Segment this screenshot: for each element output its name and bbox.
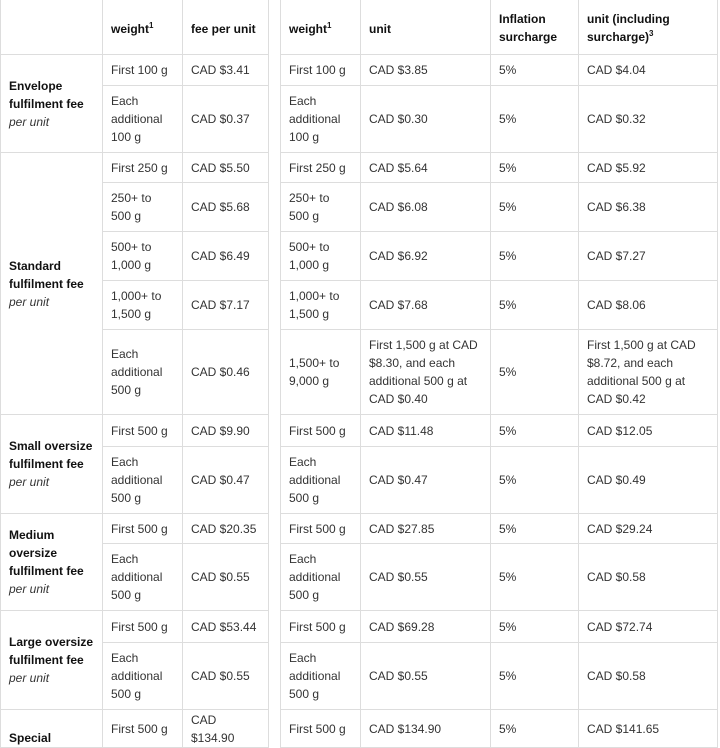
table-row: [1, 183, 718, 232]
size-tier-name: Large oversize fulfilment fee: [9, 635, 94, 667]
size-tier-per-unit: per unit: [9, 671, 50, 685]
unit-fee-cell: CAD $0.30: [361, 86, 491, 153]
fee-per-unit-cell: CAD $134.90: [183, 710, 269, 748]
header-fee-per-unit: fee per unit: [183, 0, 269, 55]
weight-new-cell: Each additional 500 g: [281, 643, 361, 710]
fee-per-unit-cell: CAD $5.68: [183, 183, 269, 232]
unit-fee-cell: CAD $11.48: [361, 415, 491, 447]
inflation-surcharge-cell: 5%: [491, 153, 579, 183]
unit-fee-cell: CAD $5.64: [361, 153, 491, 183]
inflation-surcharge-cell: 5%: [491, 232, 579, 281]
weight-cell: 500+ to 1,000 g: [103, 232, 183, 281]
unit-fee-cell: CAD $0.55: [361, 544, 491, 611]
size-tier-name: Standard fulfilment fee: [9, 258, 84, 291]
fee-per-unit-cell: CAD $0.37: [183, 86, 269, 153]
size-tier-name: Small oversize fulfilment fee: [9, 439, 93, 471]
weight-new-cell: Each additional 500 g: [281, 544, 361, 611]
table-row: [1, 281, 718, 330]
size-tier-cell: [1, 153, 103, 415]
weight-new-cell: 250+ to 500 g: [281, 183, 361, 232]
weight-cell: First 500 g: [103, 710, 183, 748]
header-unit: unit: [361, 0, 491, 55]
size-tier-cell: [1, 55, 103, 153]
size-tier-per-unit: per unit: [9, 114, 50, 129]
unit-fee-cell: CAD $6.92: [361, 232, 491, 281]
fee-table-body: [1, 55, 718, 748]
weight-new-cell: 1,000+ to 1,500 g: [281, 281, 361, 330]
weight-new-cell: First 100 g: [281, 55, 361, 86]
size-tier-name: Special: [9, 731, 52, 745]
unit-including-surcharge-cell: CAD $72.74: [579, 611, 718, 643]
table-row: [1, 447, 718, 514]
unit-fee-cell: CAD $134.90: [361, 710, 491, 748]
fee-per-unit-cell: CAD $0.55: [183, 544, 269, 611]
inflation-surcharge-cell: 5%: [491, 447, 579, 514]
fee-per-unit-cell: CAD $0.47: [183, 447, 269, 514]
fee-per-unit-cell: CAD $5.50: [183, 153, 269, 183]
column-gap: [269, 86, 281, 153]
size-tier-per-unit: per unit: [9, 294, 50, 309]
weight-new-cell: First 500 g: [281, 415, 361, 447]
weight-cell: Each additional 100 g: [103, 86, 183, 153]
unit-including-surcharge-cell: CAD $141.65: [579, 710, 718, 748]
header-row: [1, 0, 718, 55]
fee-per-unit-cell: CAD $0.46: [183, 330, 269, 415]
weight-cell: Each additional 500 g: [103, 447, 183, 514]
inflation-surcharge-cell: 5%: [491, 330, 579, 415]
column-gap: [269, 544, 281, 611]
column-gap: [269, 330, 281, 415]
unit-including-surcharge-cell: CAD $6.38: [579, 183, 718, 232]
unit-including-surcharge-cell: CAD $4.04: [579, 55, 718, 86]
inflation-surcharge-cell: 5%: [491, 55, 579, 86]
fee-per-unit-cell: CAD $6.49: [183, 232, 269, 281]
table-row: [1, 710, 718, 748]
weight-cell: Each additional 500 g: [103, 330, 183, 415]
column-gap: [269, 183, 281, 232]
unit-fee-cell: CAD $0.47: [361, 447, 491, 514]
weight-new-cell: First 250 g: [281, 153, 361, 183]
table-row: [1, 153, 718, 183]
unit-fee-cell: CAD $3.85: [361, 55, 491, 86]
weight-cell: Each additional 500 g: [103, 544, 183, 611]
column-gap: [269, 447, 281, 514]
inflation-surcharge-cell: 5%: [491, 415, 579, 447]
column-gap: [269, 611, 281, 643]
size-tier-name: Envelope fulfilment fee: [9, 78, 84, 111]
header-weight-new: weight$^1$: [281, 0, 361, 55]
unit-including-surcharge-cell: CAD $7.27: [579, 232, 718, 281]
inflation-surcharge-cell: 5%: [491, 281, 579, 330]
column-gap: [269, 643, 281, 710]
unit-including-surcharge-cell: CAD $29.24: [579, 514, 718, 544]
unit-including-surcharge-cell: First 1,500 g at CAD $8.72, and each additional 500 g at CAD $0.42: [579, 330, 718, 415]
weight-cell: 1,000+ to 1,500 g: [103, 281, 183, 330]
fee-per-unit-cell: CAD $0.55: [183, 643, 269, 710]
column-gap: [269, 55, 281, 86]
weight-cell: 250+ to 500 g: [103, 183, 183, 232]
inflation-surcharge-cell: 5%: [491, 544, 579, 611]
size-tier-per-unit: per unit: [9, 582, 50, 596]
column-gap: [269, 710, 281, 748]
table-row: [1, 611, 718, 643]
size-tier-cell: [1, 611, 103, 710]
weight-cell: First 500 g: [103, 514, 183, 544]
inflation-surcharge-cell: 5%: [491, 710, 579, 748]
size-tier-per-unit: per unit: [9, 475, 50, 489]
table-row: [1, 55, 718, 86]
unit-fee-cell: CAD $27.85: [361, 514, 491, 544]
table-row: [1, 544, 718, 611]
weight-new-cell: Each additional 100 g: [281, 86, 361, 153]
column-gap: [269, 281, 281, 330]
unit-fee-cell: CAD $7.68: [361, 281, 491, 330]
column-gap: [269, 415, 281, 447]
weight-new-cell: First 500 g: [281, 514, 361, 544]
unit-including-surcharge-cell: CAD $0.58: [579, 643, 718, 710]
inflation-surcharge-cell: 5%: [491, 183, 579, 232]
table-row: [1, 514, 718, 544]
header-size-tier: [1, 0, 103, 55]
header-weight-current: weight$^1$: [103, 0, 183, 55]
column-gap: [269, 0, 281, 55]
weight-new-cell: First 500 g: [281, 611, 361, 643]
table-row: [1, 86, 718, 153]
unit-including-surcharge-cell: CAD $0.49: [579, 447, 718, 514]
header-unit-including-surcharge: unit (including surcharge)$^3$: [579, 0, 718, 55]
column-gap: [269, 232, 281, 281]
fee-per-unit-cell: CAD $3.41: [183, 55, 269, 86]
size-tier-cell: [1, 710, 103, 748]
fee-per-unit-cell: CAD $7.17: [183, 281, 269, 330]
column-gap: [269, 153, 281, 183]
size-tier-name: Medium oversize fulfilment fee: [9, 528, 84, 578]
weight-cell: First 100 g: [103, 55, 183, 86]
weight-cell: First 250 g: [103, 153, 183, 183]
weight-new-cell: Each additional 500 g: [281, 447, 361, 514]
inflation-surcharge-cell: 5%: [491, 86, 579, 153]
unit-fee-cell: CAD $0.55: [361, 643, 491, 710]
fee-per-unit-cell: CAD $20.35: [183, 514, 269, 544]
unit-fee-cell: CAD $69.28: [361, 611, 491, 643]
fee-per-unit-cell: CAD $53.44: [183, 611, 269, 643]
unit-including-surcharge-cell: CAD $0.58: [579, 544, 718, 611]
weight-cell: First 500 g: [103, 415, 183, 447]
column-gap: [269, 514, 281, 544]
inflation-surcharge-cell: 5%: [491, 643, 579, 710]
weight-cell: First 500 g: [103, 611, 183, 643]
weight-new-cell: 500+ to 1,000 g: [281, 232, 361, 281]
table-row: [1, 643, 718, 710]
unit-including-surcharge-cell: CAD $5.92: [579, 153, 718, 183]
size-tier-cell: [1, 415, 103, 514]
weight-cell: Each additional 500 g: [103, 643, 183, 710]
unit-including-surcharge-cell: CAD $8.06: [579, 281, 718, 330]
size-tier-cell: [1, 514, 103, 611]
table-row: [1, 330, 718, 415]
fee-per-unit-cell: CAD $9.90: [183, 415, 269, 447]
unit-including-surcharge-cell: CAD $0.32: [579, 86, 718, 153]
header-inflation-surcharge: Inflation surcharge: [491, 0, 579, 55]
unit-fee-cell: CAD $6.08: [361, 183, 491, 232]
inflation-surcharge-cell: 5%: [491, 611, 579, 643]
unit-including-surcharge-cell: CAD $12.05: [579, 415, 718, 447]
unit-fee-cell: First 1,500 g at CAD $8.30, and each additional 500 g at CAD $0.40: [361, 330, 491, 415]
table-row: [1, 415, 718, 447]
table-row: [1, 232, 718, 281]
weight-new-cell: 1,500+ to 9,000 g: [281, 330, 361, 415]
weight-new-cell: First 500 g: [281, 710, 361, 748]
inflation-surcharge-cell: 5%: [491, 514, 579, 544]
